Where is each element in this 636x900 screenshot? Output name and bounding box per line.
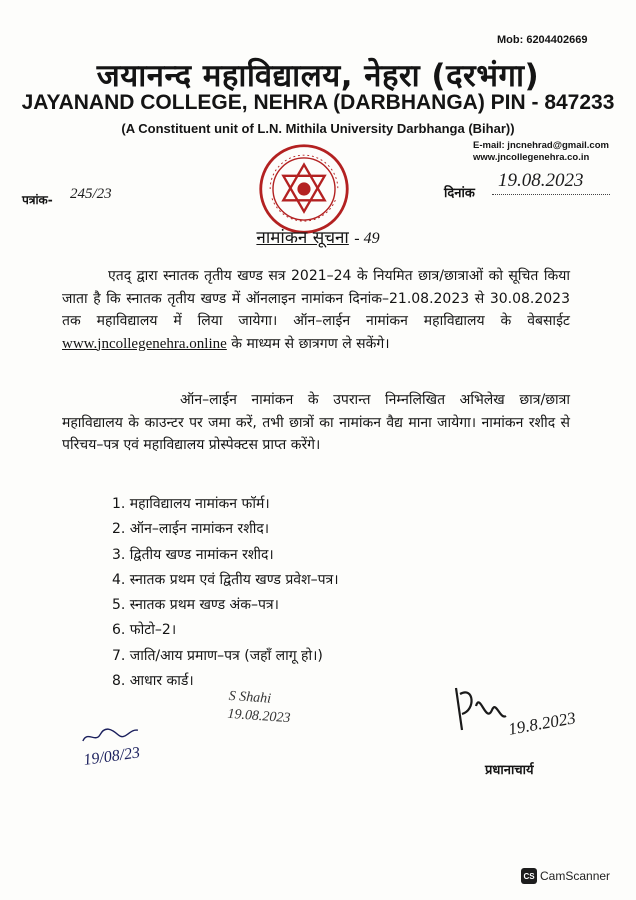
notice-title-text: नामांकन सूचना (256, 228, 349, 248)
date-value: 19.08.2023 (498, 170, 584, 191)
contact-block (473, 140, 609, 164)
notice-paragraph-1 (62, 265, 570, 355)
list-item: 8. आधार कार्ड। (112, 673, 194, 690)
principal-signature-scribble-icon (450, 680, 510, 750)
staff-signature-date: 19/08/23 (82, 744, 142, 769)
principal-title: प्रधानाचार्य (485, 763, 534, 778)
list-item: 3. द्वितीय खण्ड नामांकन रशीद। (112, 546, 274, 563)
camscanner-logo-icon: CS (521, 868, 537, 884)
clerk-signature-name: S Shahi (228, 688, 272, 707)
paragraph-1-text: एतद् द्वारा स्नातक तृतीय खण्ड सत्र 2021–24 के नियमित छात्र/छात्राओं को सूचित किया जाता है कि स्नातक तृतीय खण्ड में ऑनलाइन नामांकन दिनांक–21.08.2023 से 30.08.2023 तक महाविद्यालय में लिया जायेगा। ऑन–लाईन नामांकन महाविद्यालय के वेबसाईट (62, 268, 570, 329)
notice-number: - 49 (354, 230, 380, 247)
camscanner-watermark (521, 868, 610, 884)
principal-signature-date: 19.8.2023 (506, 708, 578, 739)
college-name-hindi: जयानन्द महाविद्यालय, नेहरा (दरभंगा) (96, 58, 540, 94)
list-item: 4. स्नातक प्रथम एवं द्वितीय खण्ड प्रवेश–पत्र। (112, 571, 339, 588)
principal-signature (450, 680, 600, 760)
list-item: 7. जाति/आय प्रमाण–पत्र (जहाँ लागू हो।) (112, 647, 323, 664)
signature-scribble-icon (80, 723, 141, 745)
email-address: E-mail: jncnehrad@gmail.com (473, 140, 609, 151)
required-documents-list (112, 492, 339, 694)
reference-number: 245/23 (70, 186, 112, 202)
website-address: www.jncollegenehra.co.in (473, 152, 590, 163)
college-seal-icon (257, 142, 351, 236)
list-item: 1. महाविद्यालय नामांकन फॉर्म। (112, 496, 270, 512)
college-name-english: JAYANAND COLLEGE, NEHRA (DARBHANGA) PIN - 847233 (21, 91, 615, 114)
paragraph-1-tail: के माध्यम से छात्रगण ले सकेंगे। (231, 335, 390, 352)
staff-signature (80, 723, 145, 771)
clerk-signature (227, 688, 292, 728)
clerk-signature-date: 19.08.2023 (226, 706, 291, 727)
list-item: 6. फोटो–2। (112, 622, 177, 639)
reference-label: पत्रांक- (22, 193, 53, 207)
date-underline (492, 194, 610, 195)
camscanner-label: CamScanner (540, 869, 611, 883)
date-label: दिनांक (444, 186, 475, 201)
admission-website-link[interactable]: www.jncollegenehra.online (62, 335, 227, 352)
notice-title (0, 225, 636, 248)
list-item: 5. स्नातक प्रथम खण्ड अंक–पत्र। (112, 597, 279, 614)
list-item: 2. ऑन–लाईन नामांकन रशीद। (112, 521, 270, 538)
mobile-number: Mob: 6204402669 (497, 34, 588, 46)
notice-paragraph-2: ऑन–लाईन नामांकन के उपरान्त निम्नलिखित अभिलेख छात्र/छात्रा महाविद्यालय के काउन्टर पर जमा करें, तभी छात्रों का नामांकन वैद्य माना जायेगा। नामांकन रशीद से परिचय–पत्र एवं महाविद्यालय प्रोस्पेक्टस प्राप्त करेंगे। (62, 392, 570, 453)
affiliation-line: (A Constituent unit of L.N. Mithila University Darbhanga (Bihar)) (121, 121, 515, 136)
